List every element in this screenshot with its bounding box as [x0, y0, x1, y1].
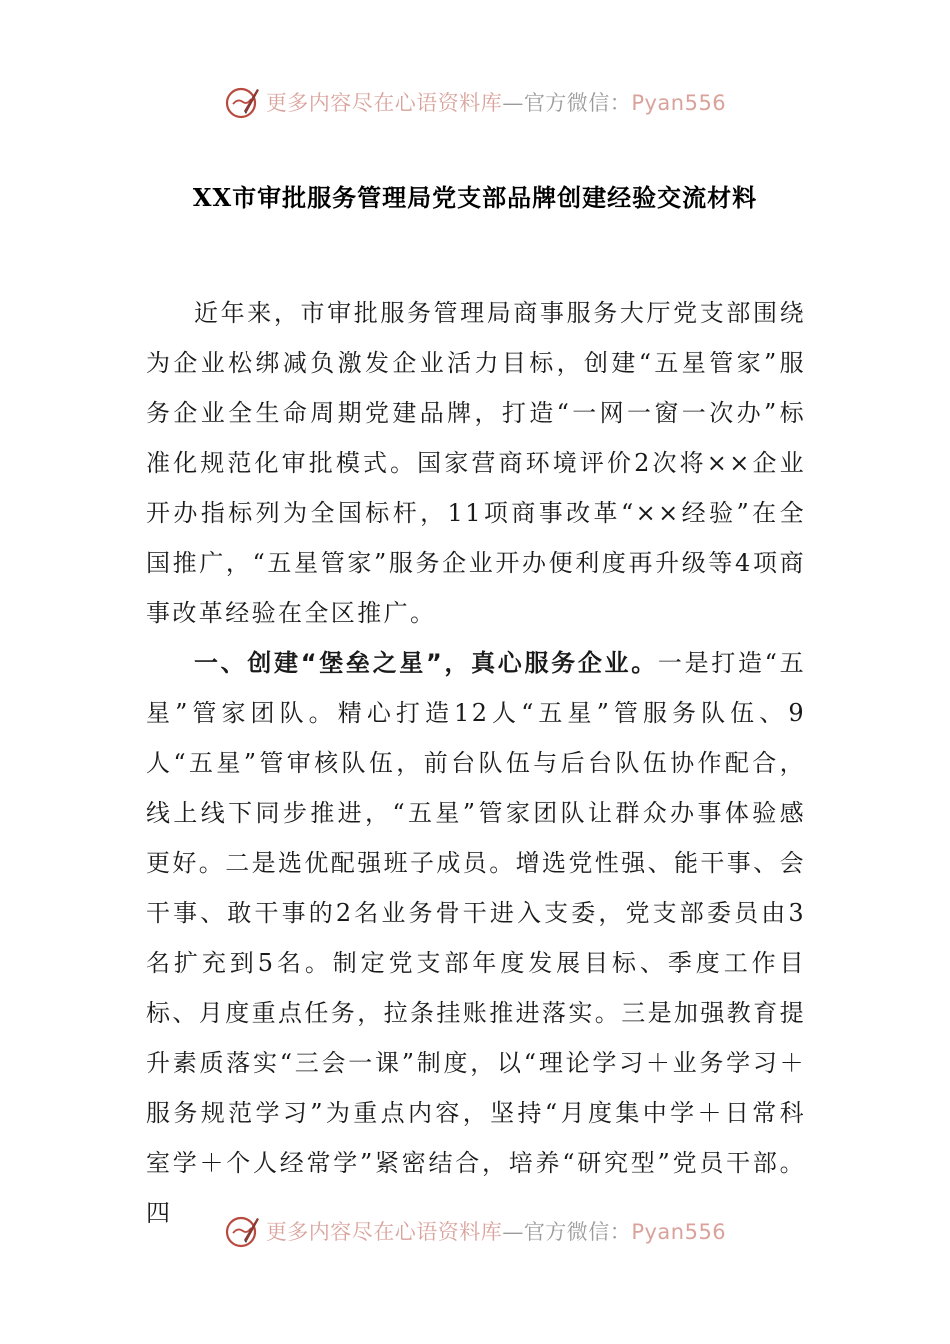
pen-circle-logo-icon — [224, 84, 260, 120]
paragraph-intro — [146, 288, 806, 638]
document-title: XX市审批服务管理局党支部品牌创建经验交流材料 — [192, 183, 758, 212]
watermark-prefix: 更多内容尽在心语资料库 — [265, 91, 503, 115]
watermark-banner-top — [0, 80, 950, 124]
watermark-text — [266, 87, 726, 117]
pen-circle-logo-icon — [224, 1213, 260, 1249]
section-heading: 一、创建“堡垒之星”，真心服务企业。 — [194, 649, 658, 677]
watermark-prefix: 更多内容尽在心语资料库 — [265, 1220, 503, 1244]
paragraph-text: 近年来，市审批服务管理局商事服务大厅党支部围绕为企业松绑减负激发企业活力目标，创建“五星管家”服务企业全生命周期党建品牌，打造“一网一窗一次办”标准化规范化审批模式。国家营商环境评价2次将××企业开办指标列为全国标杆，11项商事改革“××经验”在全国推广，“五星管家”服务企业开办便利度再升级等4项商事改革经验在全区推广。 — [146, 299, 806, 627]
document-body — [146, 288, 806, 1238]
paragraph-text: 一是打造“五星”管家团队。精心打造12人“五星”管服务队伍、9人“五星”管审核队伍，前台队伍与后台队伍协作配合，线上线下同步推进，“五星”管家团队让群众办事体验感更好。二是选优配强班子成员。增选党性强、能干事、会干事、敢干事的2名业务骨干进入支委，党支部委员由3名扩充到5名。制定党支部年度发展目标、季度工作目标、月度重点任务，拉条挂账推进落实。三是加强教育提升素质落实“三会一课”制度，以“理论学习＋业务学习＋服务规范学习”为重点内容，坚持“月度集中学＋日常科室学＋个人经常学”紧密结合，培养“研究型”党员干部。四 — [146, 649, 807, 1227]
watermark-wechat-id: Pyan556 — [631, 1220, 727, 1244]
watermark-wechat-id: Pyan556 — [631, 91, 727, 115]
watermark-text — [266, 1216, 726, 1246]
watermark-official-label: —官方微信： — [502, 91, 632, 115]
paragraph-section-one — [146, 638, 806, 1238]
watermark-official-label: —官方微信： — [502, 1220, 632, 1244]
watermark-banner-bottom — [0, 1209, 950, 1253]
